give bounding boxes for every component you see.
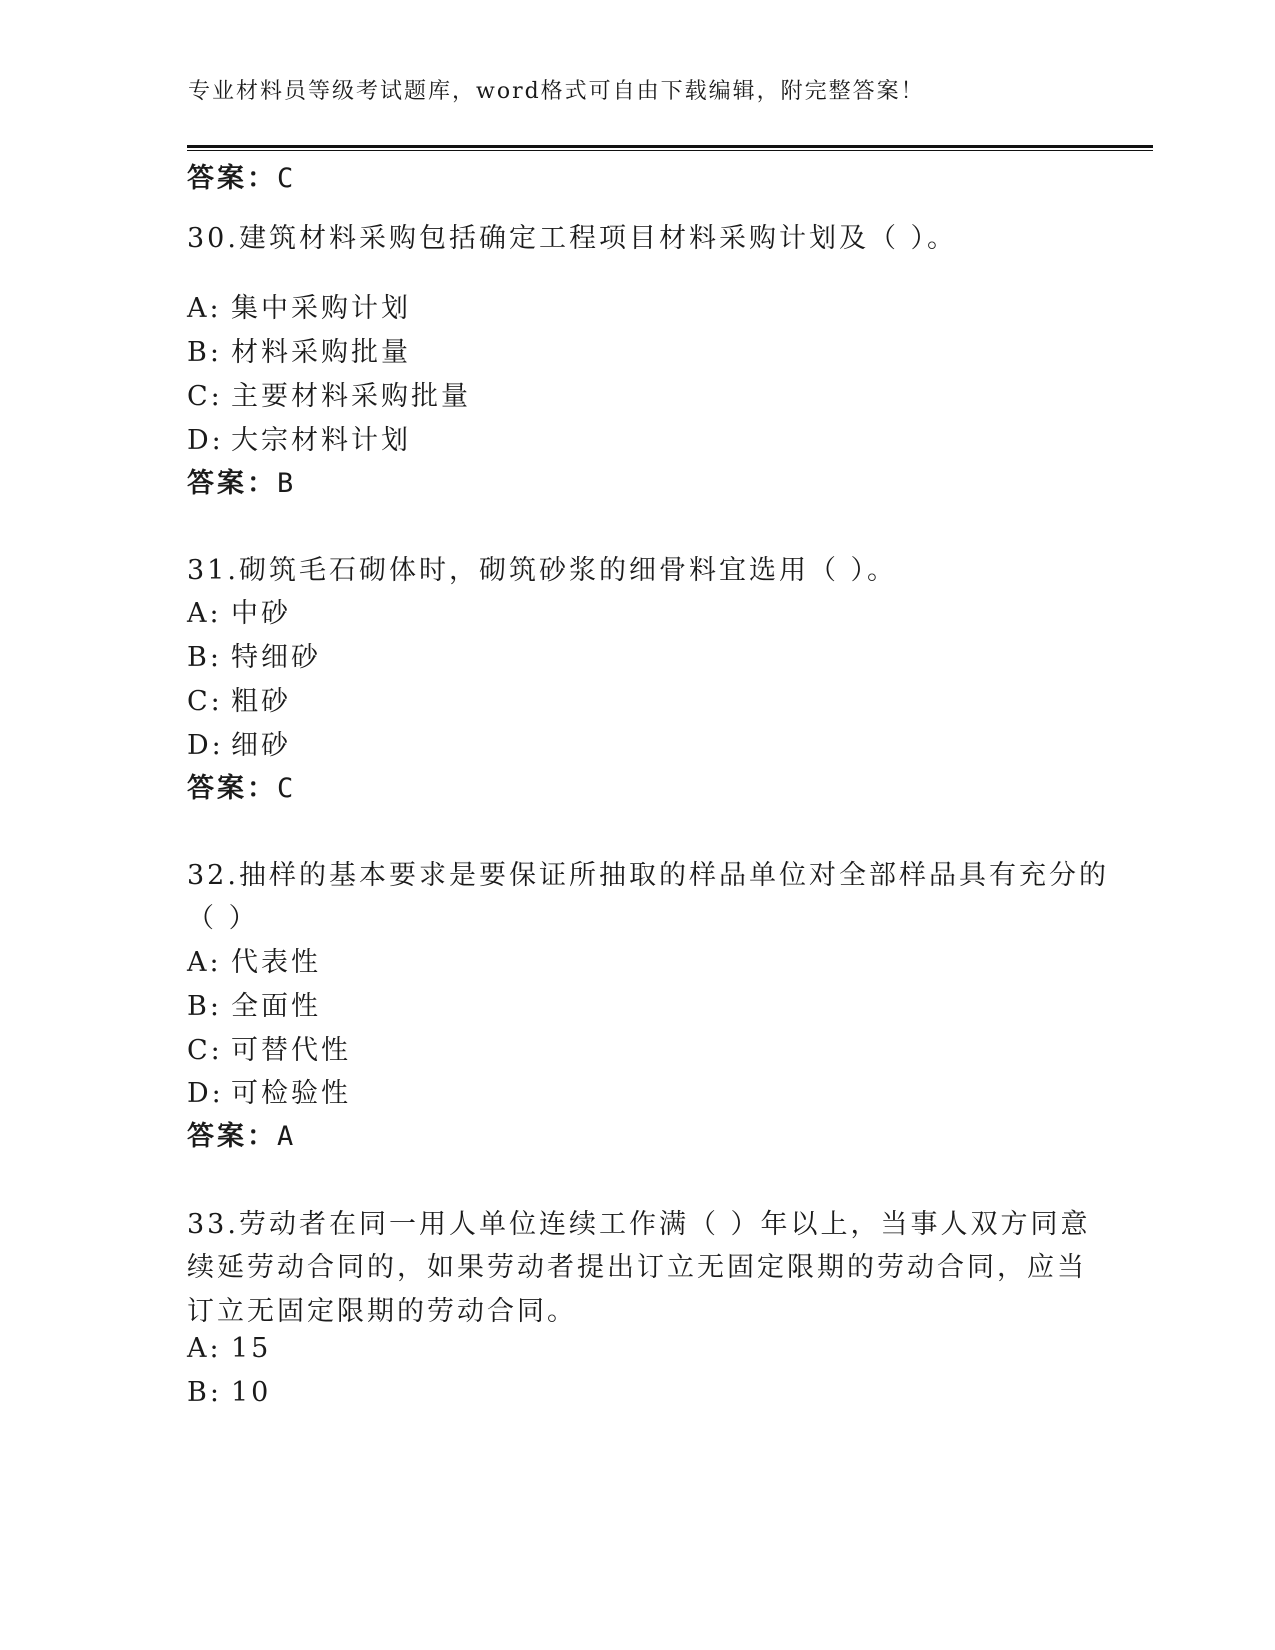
answer-value: C bbox=[277, 163, 297, 194]
option-a bbox=[187, 1333, 271, 1364]
option-letter: B: bbox=[187, 991, 222, 1022]
answer-line bbox=[187, 461, 296, 500]
option-b bbox=[187, 330, 411, 369]
option-letter: B: bbox=[187, 642, 222, 673]
option-c bbox=[187, 1028, 351, 1067]
answer-line bbox=[187, 766, 296, 805]
option-text: 细砂 bbox=[231, 730, 291, 761]
option-text: 特细砂 bbox=[231, 642, 321, 673]
page-header: 专业材料员等级考试题库，word格式可自由下载编辑，附完整答案！ bbox=[188, 79, 925, 104]
answer-value: A bbox=[277, 1121, 297, 1152]
option-text: 可检验性 bbox=[231, 1078, 351, 1109]
option-letter: D: bbox=[187, 1078, 224, 1109]
option-text: 材料采购批量 bbox=[231, 337, 411, 368]
option-text: 全面性 bbox=[231, 991, 321, 1022]
answer-label: 答案： bbox=[187, 163, 277, 194]
answer-line bbox=[187, 1114, 296, 1153]
option-d bbox=[187, 418, 411, 457]
header-rule-thick bbox=[187, 145, 1153, 148]
option-a bbox=[187, 286, 411, 325]
option-letter: C: bbox=[187, 381, 223, 412]
answer-value: B bbox=[277, 468, 297, 499]
option-c bbox=[187, 679, 291, 718]
option-text: 主要材料采购批量 bbox=[231, 381, 471, 412]
option-c bbox=[187, 374, 471, 413]
answer-value: C bbox=[277, 773, 297, 804]
option-d bbox=[187, 723, 291, 762]
option-letter: A: bbox=[187, 947, 222, 978]
option-text: 粗砂 bbox=[231, 686, 291, 717]
option-letter: A: bbox=[187, 1333, 222, 1364]
option-letter: C: bbox=[187, 1035, 223, 1066]
answer-label: 答案： bbox=[187, 1121, 277, 1152]
option-d bbox=[187, 1071, 351, 1110]
option-letter: B: bbox=[187, 1377, 222, 1408]
question-stem-continuation: （ ） bbox=[187, 903, 259, 934]
option-text: 代表性 bbox=[231, 947, 321, 978]
option-text: 可替代性 bbox=[231, 1035, 351, 1066]
option-a bbox=[187, 591, 291, 630]
option-a bbox=[187, 940, 321, 979]
option-letter: C: bbox=[187, 686, 223, 717]
answer-label: 答案： bbox=[187, 773, 277, 804]
question-stem: 31.砌筑毛石砌体时，砌筑砂浆的细骨料宜选用（ ）。 bbox=[187, 555, 898, 586]
option-b bbox=[187, 984, 321, 1023]
answer-label: 答案： bbox=[187, 468, 277, 499]
question-stem: 30.建筑材料采购包括确定工程项目材料采购计划及（ ）。 bbox=[187, 223, 958, 254]
option-text: 15 bbox=[231, 1333, 272, 1364]
option-letter: A: bbox=[187, 598, 222, 629]
question-stem: 33.劳动者在同一用人单位连续工作满（ ）年以上，当事人双方同意 bbox=[187, 1209, 1091, 1240]
option-text: 中砂 bbox=[231, 598, 291, 629]
question-stem-continuation: 续延劳动合同的，如果劳动者提出订立无固定限期的劳动合同，应当 bbox=[187, 1252, 1087, 1283]
question-stem-continuation: 订立无固定限期的劳动合同。 bbox=[187, 1296, 577, 1327]
answer-line bbox=[187, 156, 296, 195]
option-text: 10 bbox=[231, 1377, 272, 1408]
option-text: 大宗材料计划 bbox=[231, 425, 411, 456]
option-letter: D: bbox=[187, 730, 224, 761]
option-letter: A: bbox=[187, 293, 222, 324]
option-letter: D: bbox=[187, 425, 224, 456]
option-letter: B: bbox=[187, 337, 222, 368]
option-b bbox=[187, 635, 321, 674]
question-stem: 32.抽样的基本要求是要保证所抽取的样品单位对全部样品具有充分的 bbox=[187, 860, 1109, 891]
option-text: 集中采购计划 bbox=[231, 293, 411, 324]
header-rule-thin bbox=[187, 150, 1153, 151]
option-b bbox=[187, 1377, 271, 1408]
